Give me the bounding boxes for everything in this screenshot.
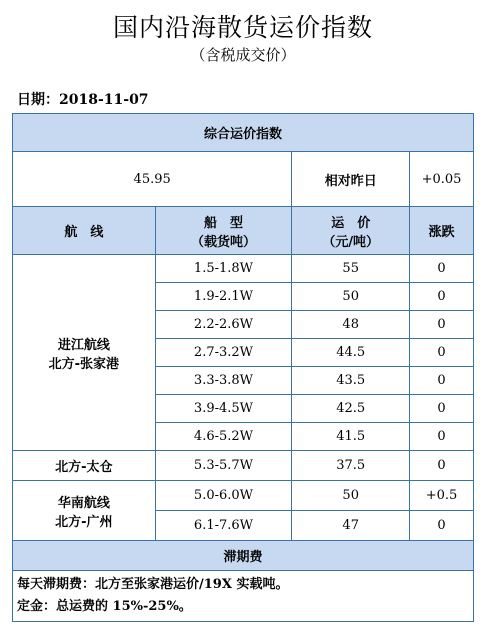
date-label: 日期： <box>17 92 59 108</box>
price-cell: 48 <box>292 311 410 339</box>
column-header-freight <box>292 207 410 255</box>
price-cell: 44.5 <box>292 339 410 367</box>
table-row <box>13 481 474 511</box>
route-line2: 北方-张家港 <box>48 356 120 372</box>
change-cell: 0 <box>410 339 474 367</box>
demurrage-notes <box>13 571 474 622</box>
price-cell: 37.5 <box>292 451 410 481</box>
change-cell: 0 <box>410 255 474 283</box>
change-cell: 0 <box>410 423 474 451</box>
ship-type-cell: 1.5-1.8W <box>155 255 292 283</box>
demurrage-line1: 每天滞期费：北方至张家港运价/19X 实载吨。 <box>17 577 289 592</box>
freight-line1: 运 价 <box>331 215 371 231</box>
demurrage-line2: 定金：总运费的 15%-25%。 <box>17 599 192 614</box>
change-cell: 0 <box>410 311 474 339</box>
ship-type-line2: （载货吨） <box>190 234 256 250</box>
table-row <box>13 255 474 283</box>
demurrage-header: 滞期费 <box>13 541 474 571</box>
page-subtitle: （含税成交价） <box>190 46 296 64</box>
ship-type-line1: 船 型 <box>203 215 243 231</box>
page-title: 国内沿海散货运价指数 <box>112 13 373 42</box>
table-row <box>13 451 474 481</box>
price-cell: 55 <box>292 255 410 283</box>
route-line1: 进江航线 <box>57 337 110 353</box>
price-cell: 42.5 <box>292 395 410 423</box>
freight-line2: （元/吨） <box>322 234 380 250</box>
ship-type-cell: 1.9-2.1W <box>155 283 292 311</box>
route-cell <box>13 481 156 541</box>
freight-index-table <box>12 113 474 622</box>
change-cell: +0.5 <box>410 481 474 511</box>
compare-yesterday-label: 相对昨日 <box>292 152 410 207</box>
change-cell: 0 <box>410 395 474 423</box>
route-cell <box>13 255 156 451</box>
ship-type-cell: 3.9-4.5W <box>155 395 292 423</box>
date-value: 2018-11-07 <box>59 92 149 108</box>
route-cell <box>13 451 156 481</box>
composite-change: +0.05 <box>410 152 474 207</box>
ship-type-cell: 6.1-7.6W <box>155 511 292 541</box>
route-line1: 华南航线 <box>57 495 110 511</box>
price-cell: 50 <box>292 283 410 311</box>
date-row <box>17 89 149 109</box>
column-header-ship-type <box>155 207 292 255</box>
change-cell: 0 <box>410 283 474 311</box>
price-cell: 50 <box>292 481 410 511</box>
price-cell: 43.5 <box>292 367 410 395</box>
price-cell: 47 <box>292 511 410 541</box>
route-line2: 北方-广州 <box>55 514 113 530</box>
ship-type-cell: 2.7-3.2W <box>155 339 292 367</box>
column-header-route: 航 线 <box>13 207 156 255</box>
change-cell: 0 <box>410 511 474 541</box>
ship-type-cell: 5.0-6.0W <box>155 481 292 511</box>
composite-index-value: 45.95 <box>13 152 292 207</box>
route-line1: 北方-太仓 <box>55 460 113 475</box>
ship-type-cell: 4.6-5.2W <box>155 423 292 451</box>
ship-type-cell: 5.3-5.7W <box>155 451 292 481</box>
change-cell: 0 <box>410 367 474 395</box>
ship-type-cell: 3.3-3.8W <box>155 367 292 395</box>
ship-type-cell: 2.2-2.6W <box>155 311 292 339</box>
column-header-change: 涨跌 <box>410 207 474 255</box>
composite-index-header: 综合运价指数 <box>13 114 474 152</box>
price-cell: 41.5 <box>292 423 410 451</box>
change-cell: 0 <box>410 451 474 481</box>
